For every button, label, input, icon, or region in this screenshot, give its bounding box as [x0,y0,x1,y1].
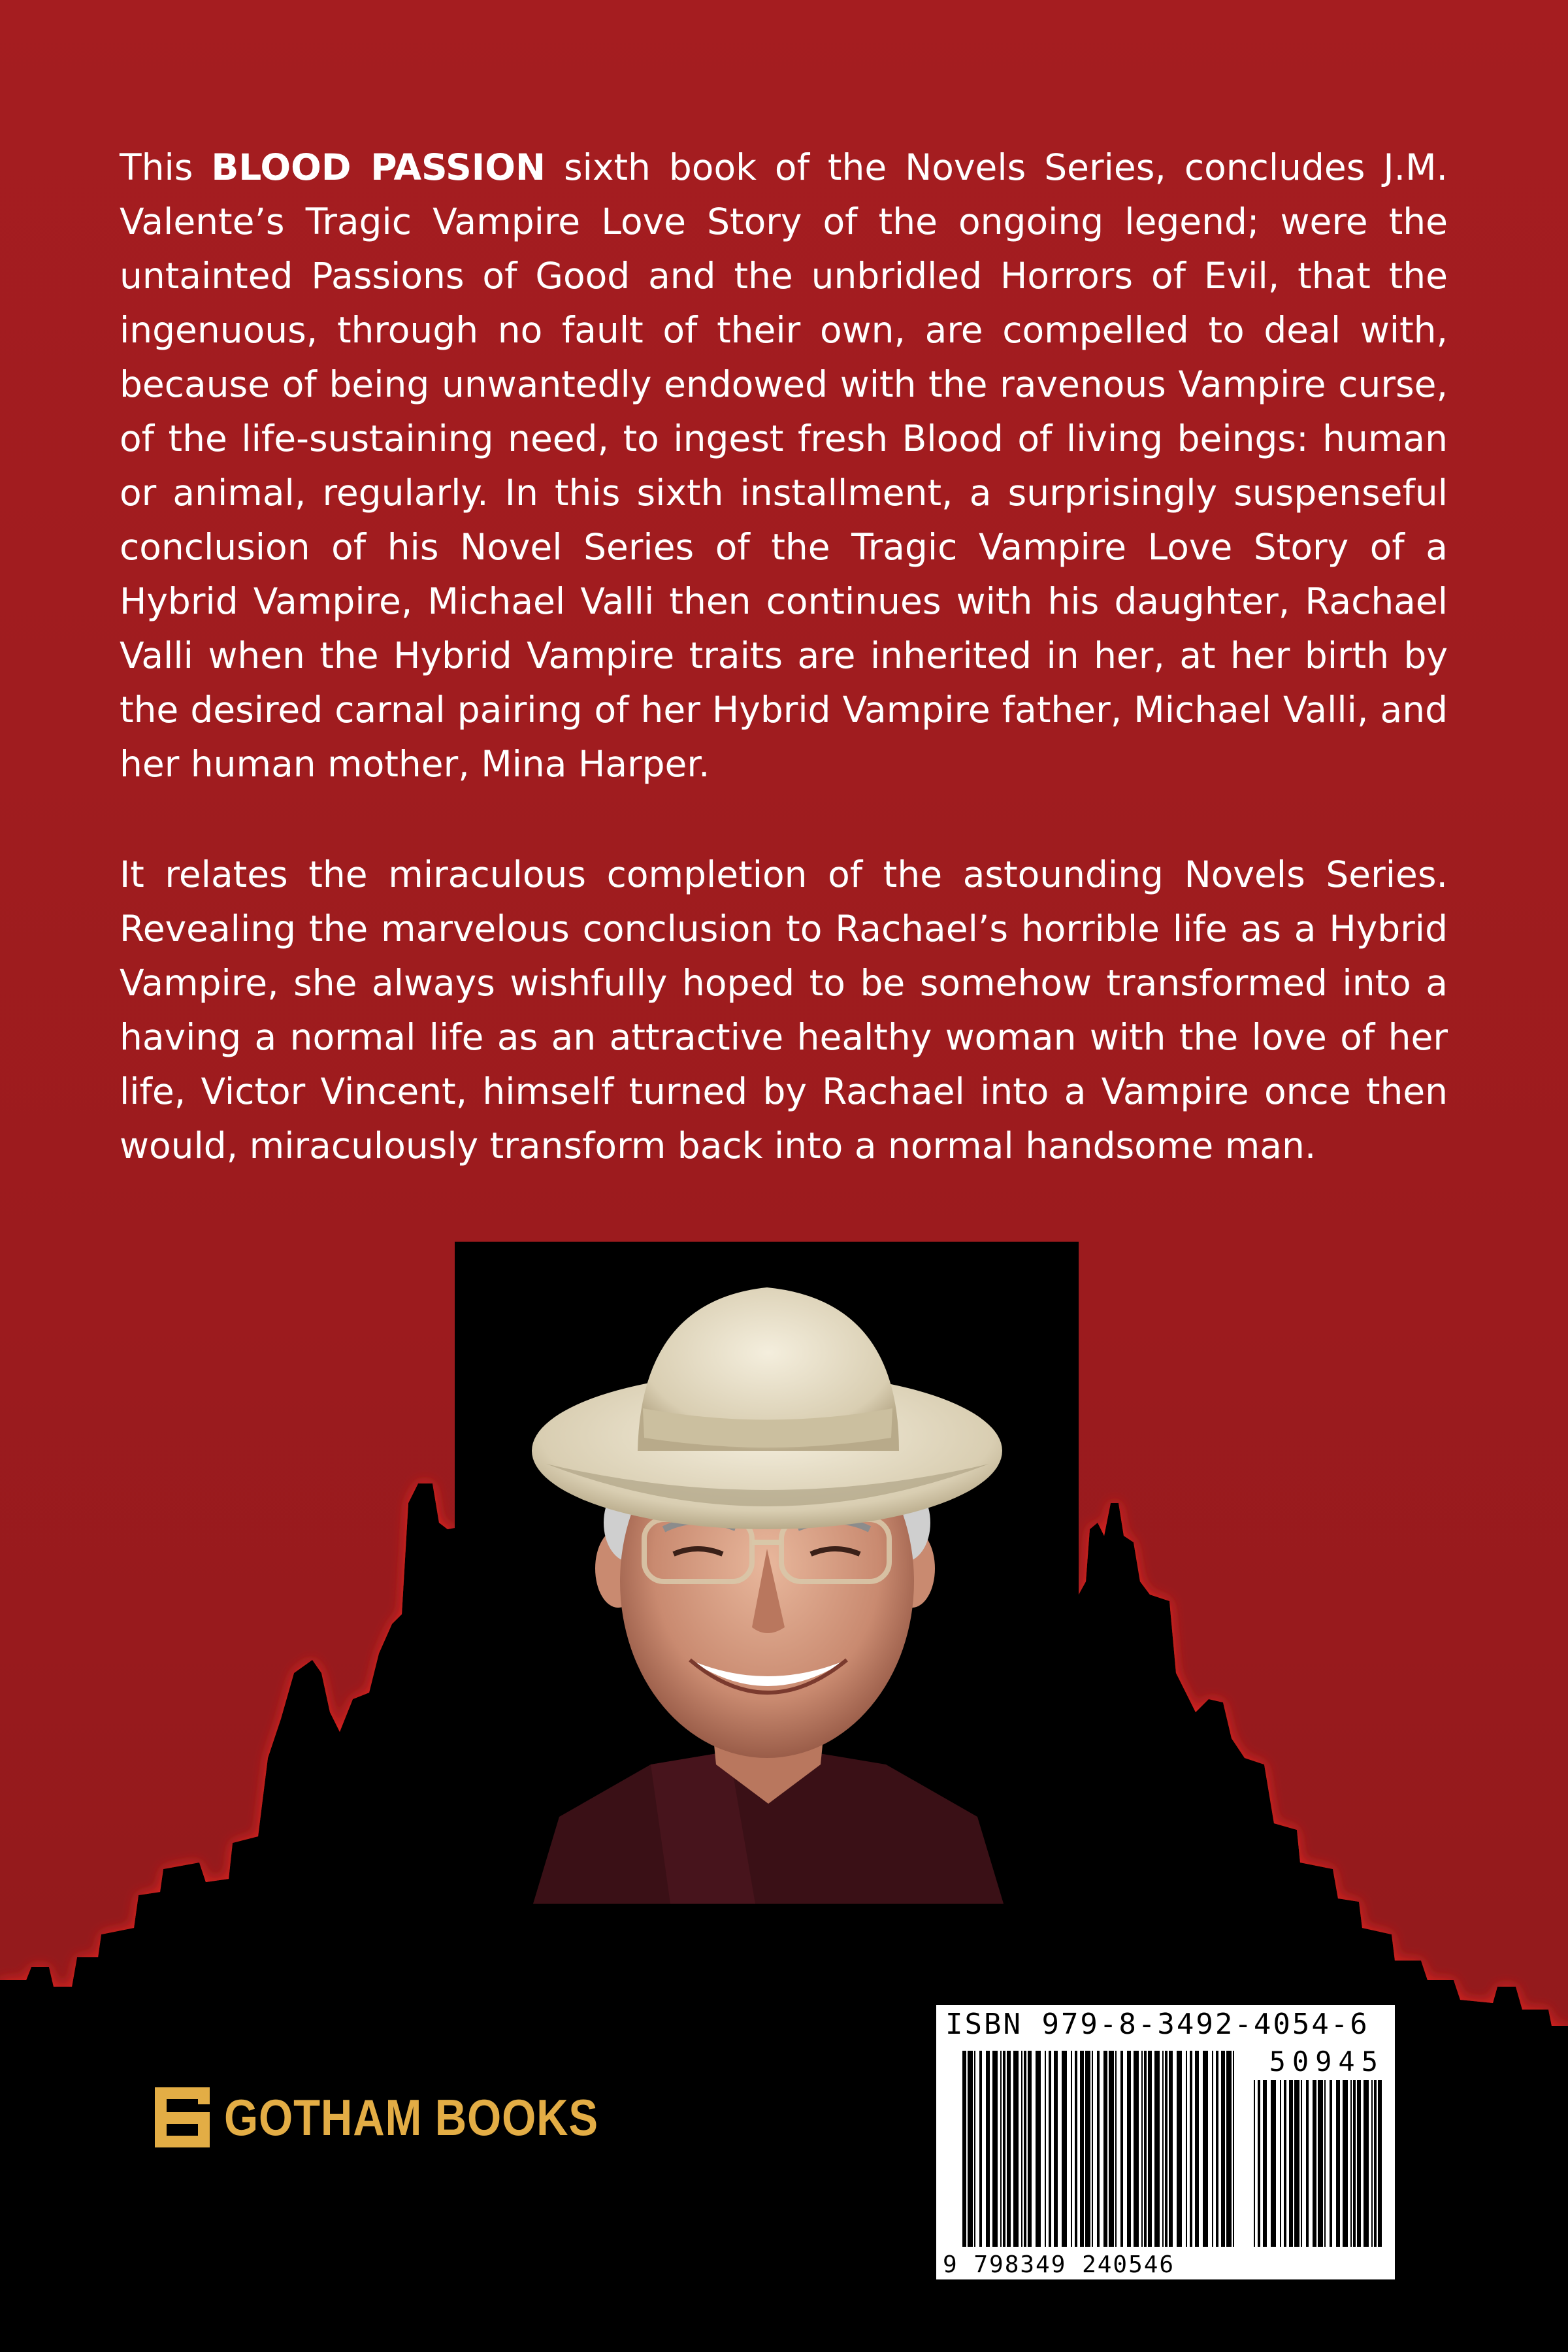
barcode-bar [1212,2051,1213,2247]
barcode-bar [1120,2051,1123,2247]
barcode-bar [1313,2080,1316,2247]
barcode-bar [1036,2051,1041,2247]
barcode-bar [1092,2051,1093,2247]
barcode-bar [974,2051,975,2247]
barcode-digits: 9 798349 240546 [943,2251,1175,2278]
barcode-bar [1195,2051,1199,2247]
isbn-barcode [936,2005,1395,2279]
publisher-block [150,2081,659,2153]
isbn-label: ISBN 979-8-3492-4054-6 [945,2008,1369,2041]
barcode-bar [1284,2080,1286,2247]
barcode-bar [1115,2051,1117,2247]
barcode-bar [1350,2080,1352,2247]
blurb-lead: This [120,146,212,188]
barcode-bar [1330,2080,1332,2247]
barcode-bar [1028,2051,1032,2247]
blurb-rest: sixth book of the Novels Series, concludes J.M. Valente’s Tragic Vampire Love Story of the ongoing legend; were the untainted Passions of Good and the unbridled Horrors of Evil, that the ingenuous, through no fault of their own, are compelled to deal with, because of being unwantedly endowed with the ravenous Vampire curse, of the life-sustaining need, to ingest fresh Blood of living beings: human or animal, regularly. In this sixth installment, a surprisingly suspenseful conclusion of his Novel Series of the Tragic Vampire Love Story of a Hybrid Vampire, Michael Valli then continues with his daughter, Rachael Valli when the Hybrid Vampire traits are inherited in her, at her birth by the desired carnal pairing of her Hybrid Vampire father, Michael Valli, and her human mother, Mina Harper. [120,146,1448,785]
barcode-bar [979,2051,982,2247]
barcode-bar [1003,2051,1005,2247]
barcode-bar [1097,2051,1100,2247]
barcode-bar [1141,2051,1143,2247]
barcode-bar [1127,2051,1131,2247]
gotham-books-logo-icon [150,2085,215,2150]
blurb-paragraph-2: It relates the miraculous completion of the astounding Novels Series. Revealing the marvelous conclusion to Rachael’s horrible life as a Hybrid Vampire, she always wishfully hoped to be somehow transformed into a having a normal life as an attractive healthy woman with the love of her life, Victor Vincent, himself turned by Rachael into a Vampire once then would, miraculously transform back into a normal handsome man. [120,853,1448,1167]
barcode-bar [1075,2051,1077,2247]
barcode-bar [1148,2051,1152,2247]
barcode-bar [1154,2051,1160,2247]
barcode-bar [1071,2051,1072,2247]
barcode-bar [1318,2080,1323,2247]
barcode-bar [1280,2080,1281,2247]
barcode-bar [1221,2051,1225,2247]
barcode-bar [1103,2051,1107,2247]
barcode-bar [1301,2080,1302,2247]
barcode-bar [1134,2051,1139,2247]
barcode-bar [1254,2080,1255,2247]
barcode-bar [1186,2051,1187,2247]
barcode-bar [1049,2051,1051,2247]
barcode-bar [1080,2051,1084,2247]
price-code: 50945 [1269,2046,1384,2078]
barcode-bar [1062,2051,1067,2247]
barcode-bar [1233,2051,1234,2247]
barcode-bar [1324,2080,1326,2247]
barcode-bar [1177,2051,1182,2247]
barcode-bar [1045,2051,1046,2247]
barcode-bar [1000,2051,1002,2247]
barcode-bar [1336,2080,1340,2247]
barcode-bar [1258,2080,1260,2247]
barcode-bar [1364,2080,1369,2247]
publisher-name: GOTHAM BOOKS [224,2088,599,2146]
barcode-bar [1374,2080,1377,2247]
barcode-bar [1203,2051,1208,2247]
book-title-inline: BLOOD PASSION [211,146,546,188]
barcode-bar [1263,2080,1267,2247]
barcode-bar [1378,2080,1382,2247]
barcode-bar [1294,2080,1299,2247]
barcode-bar [1165,2051,1168,2247]
barcode-bar [1343,2080,1348,2247]
barcode-bar [1054,2051,1058,2247]
barcode-bar [1169,2051,1173,2247]
barcode-bar [1226,2051,1232,2247]
barcode-bar [1353,2080,1356,2247]
barcode-bar [1162,2051,1164,2247]
barcode-bar [992,2051,998,2247]
barcode-bar [1144,2051,1147,2247]
barcode-bar [986,2051,990,2247]
barcode-bar [1371,2080,1373,2247]
barcode-bar [1289,2080,1293,2247]
barcode-bars-addon [1254,2080,1388,2247]
barcode-bar [1109,2051,1114,2247]
barcode-bar [1190,2051,1192,2247]
barcode-bar [962,2051,966,2247]
author-photo [455,1242,1079,1904]
barcode-bar [1007,2051,1011,2247]
barcode-bars-main [962,2051,1237,2247]
barcode-bar [1013,2051,1019,2247]
barcode-bar [1216,2051,1218,2247]
barcode-bar [1306,2080,1309,2247]
barcode-bar [1271,2080,1276,2247]
barcode-bar [1357,2080,1361,2247]
barcode-bar [1021,2051,1022,2247]
barcode-bar [1085,2051,1090,2247]
barcode-bar [968,2051,973,2247]
barcode-bar [1024,2051,1026,2247]
